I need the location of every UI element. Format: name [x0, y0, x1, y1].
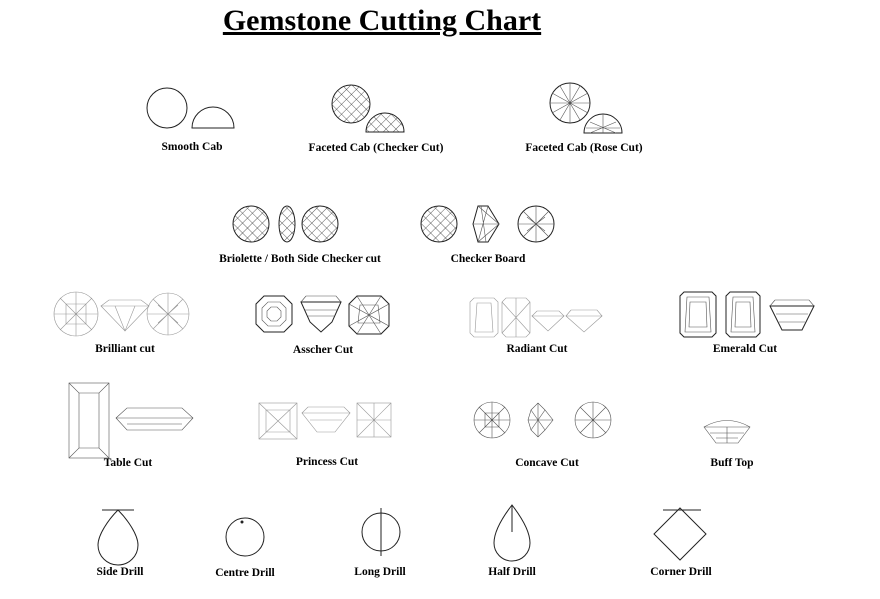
label-radiant-cut: Radiant Cut: [506, 343, 568, 355]
half-drill-diagram: [494, 505, 530, 561]
buff-top-diagram: [704, 421, 750, 444]
checker-board-diagram: [421, 206, 554, 242]
smooth-cab-diagram: [147, 88, 234, 128]
label-corner-drill: Corner Drill: [650, 566, 712, 578]
brilliant-cut-diagram: [54, 292, 189, 336]
page-title: Gemstone Cutting Chart: [222, 4, 542, 37]
princess-cut-diagram: [259, 403, 391, 439]
label-briolette: Briolette / Both Side Checker cut: [219, 253, 381, 265]
table-cut-diagram: [69, 383, 193, 458]
asscher-cut-diagram: [256, 296, 389, 334]
emerald-cut-diagram: [680, 292, 814, 337]
corner-drill-diagram: [654, 508, 706, 560]
concave-cut-diagram: [474, 402, 611, 438]
label-smooth-cab: Smooth Cab: [161, 141, 223, 153]
briolette-diagram: [233, 206, 338, 242]
label-centre-drill: Centre Drill: [215, 567, 275, 579]
label-half-drill: Half Drill: [488, 566, 536, 578]
label-princess-cut: Princess Cut: [295, 456, 359, 468]
label-table-cut: Table Cut: [103, 457, 153, 469]
faceted-cab-rose-diagram: [550, 83, 622, 133]
side-drill-diagram: [98, 510, 138, 565]
label-buff-top: Buff Top: [710, 457, 754, 469]
long-drill-diagram: [362, 508, 400, 556]
label-brilliant-cut: Brilliant cut: [95, 343, 155, 355]
label-emerald-cut: Emerald Cut: [712, 343, 778, 355]
label-faceted-cab-rose: Faceted Cab (Rose Cut): [525, 142, 643, 154]
faceted-cab-checker-diagram: [332, 85, 404, 132]
centre-drill-diagram: [226, 518, 264, 556]
label-long-drill: Long Drill: [354, 566, 406, 578]
label-asscher-cut: Asscher Cut: [292, 344, 354, 356]
label-side-drill: Side Drill: [96, 566, 144, 578]
label-faceted-cab-checker: Faceted Cab (Checker Cut): [308, 142, 444, 154]
label-checker-board: Checker Board: [450, 253, 526, 265]
radiant-cut-diagram: [470, 298, 602, 337]
label-concave-cut: Concave Cut: [515, 457, 579, 469]
